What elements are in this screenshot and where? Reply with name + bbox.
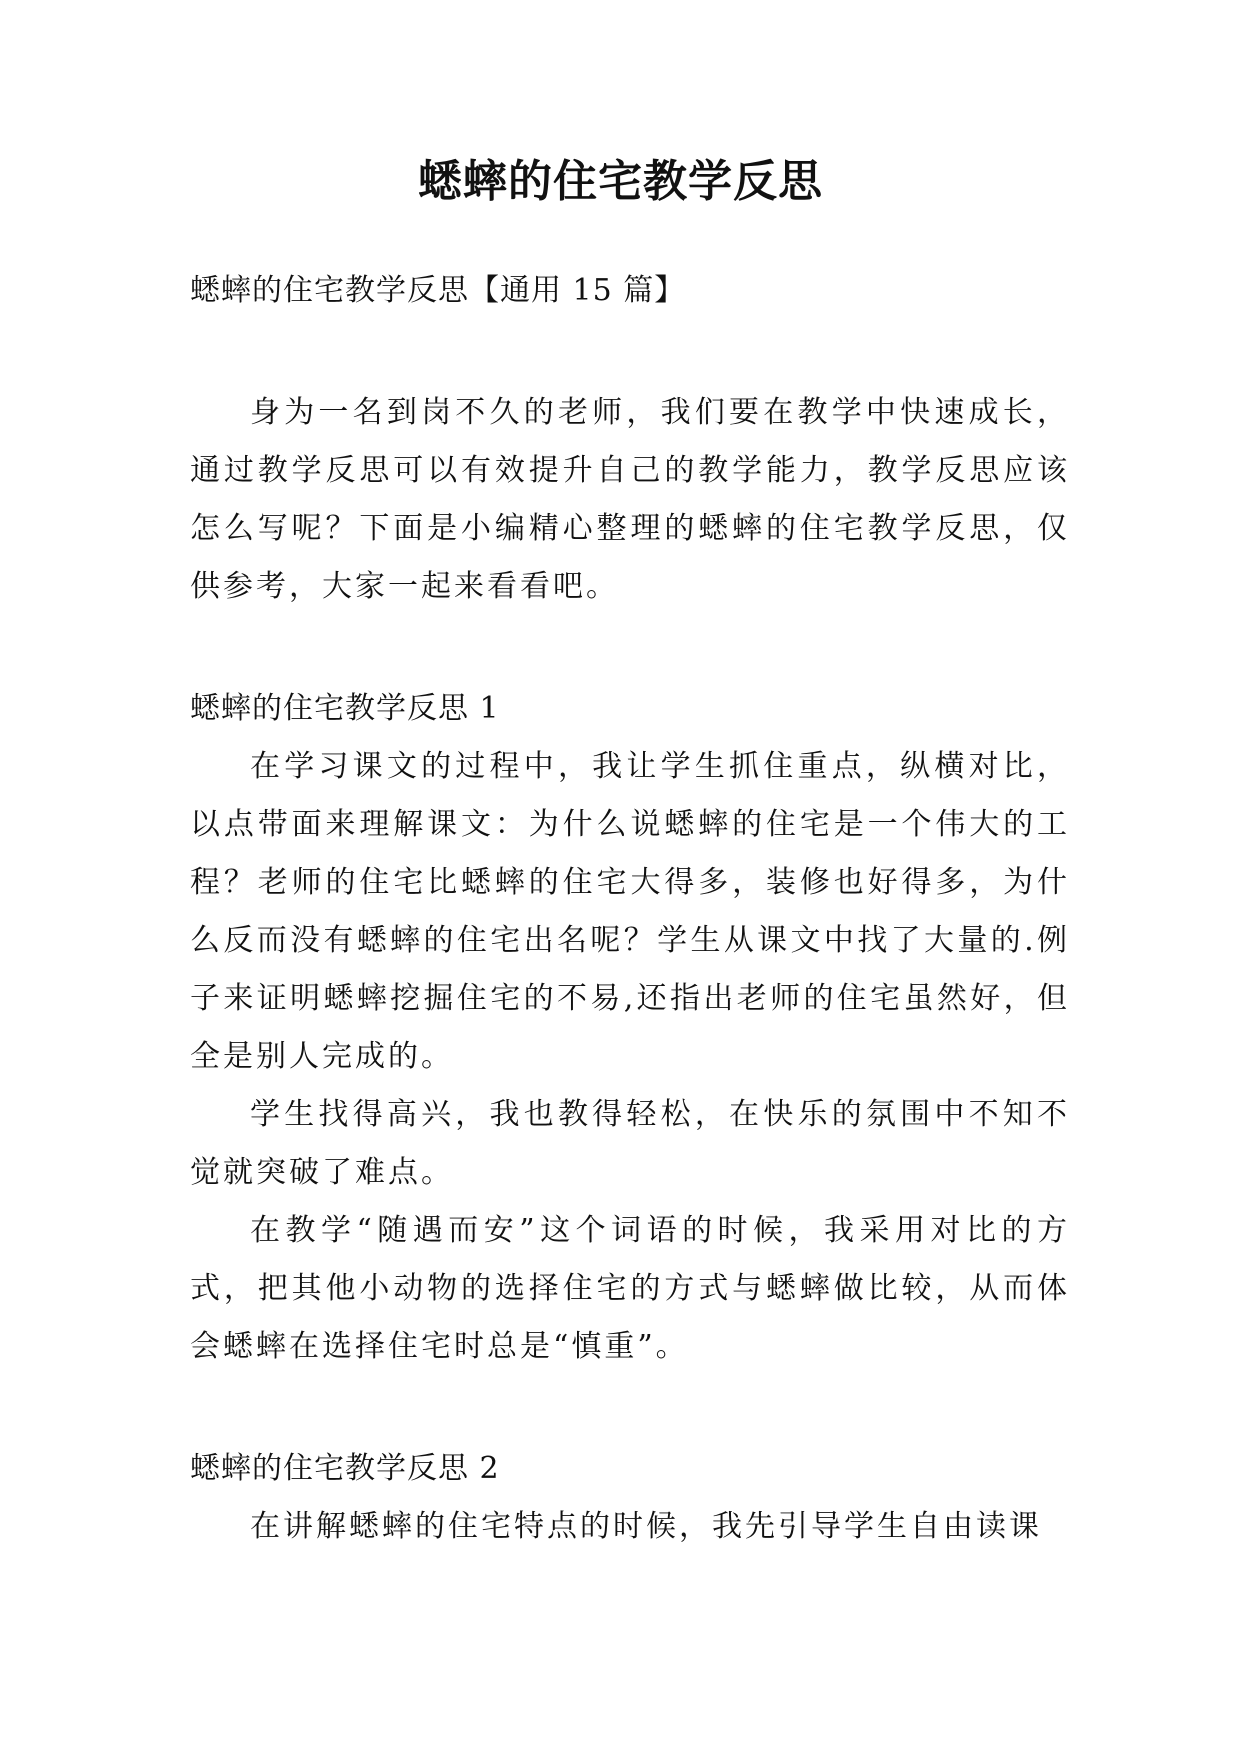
document-subtitle: 蟋蟀的住宅教学反思【通用 15 篇】 — [190, 273, 686, 308]
intro-paragraph: 身为一名到岗不久的老师，我们要在教学中快速成长，通过教学反思可以有效提升自己的教学能力，教学反思应该怎么写呢？下面是小编精心整理的蟋蟀的住宅教学反思，仅供参考，大家一起来看看吧。 — [190, 395, 1070, 604]
section-heading: 蟋蟀的住宅教学反思 2 — [190, 1451, 500, 1486]
section-paragraph: 在教学“随遇而安”这个词语的时候，我采用对比的方式，把其他小动物的选择住宅的方式与蟋蟀做比较，从而体会蟋蟀在选择住宅时总是“慎重”。 — [190, 1213, 1070, 1364]
section-paragraph: 在学习课文的过程中，我让学生抓住重点，纵横对比，以点带面来理解课文：为什么说蟋蟀的住宅是一个伟大的工程？老师的住宅比蟋蟀的住宅大得多，装修也好得多，为什么反而没有蟋蟀的住宅出名呢？学生从课文中找了大量的.例子来证明蟋蟀挖掘住宅的不易,还指出老师的住宅虽然好，但全是别人完成的。 — [190, 749, 1070, 1074]
document-body — [190, 262, 1070, 1556]
section-2 — [190, 1440, 1070, 1556]
section-heading: 蟋蟀的住宅教学反思 1 — [190, 691, 500, 726]
section-paragraph: 在讲解蟋蟀的住宅特点的时候，我先引导学生自由读课 — [250, 1509, 1042, 1544]
section-1 — [190, 680, 1070, 1376]
section-paragraph: 学生找得高兴，我也教得轻松，在快乐的氛围中不知不觉就突破了难点。 — [190, 1097, 1070, 1190]
document-title: 蟋蟀的住宅教学反思 — [418, 156, 823, 207]
